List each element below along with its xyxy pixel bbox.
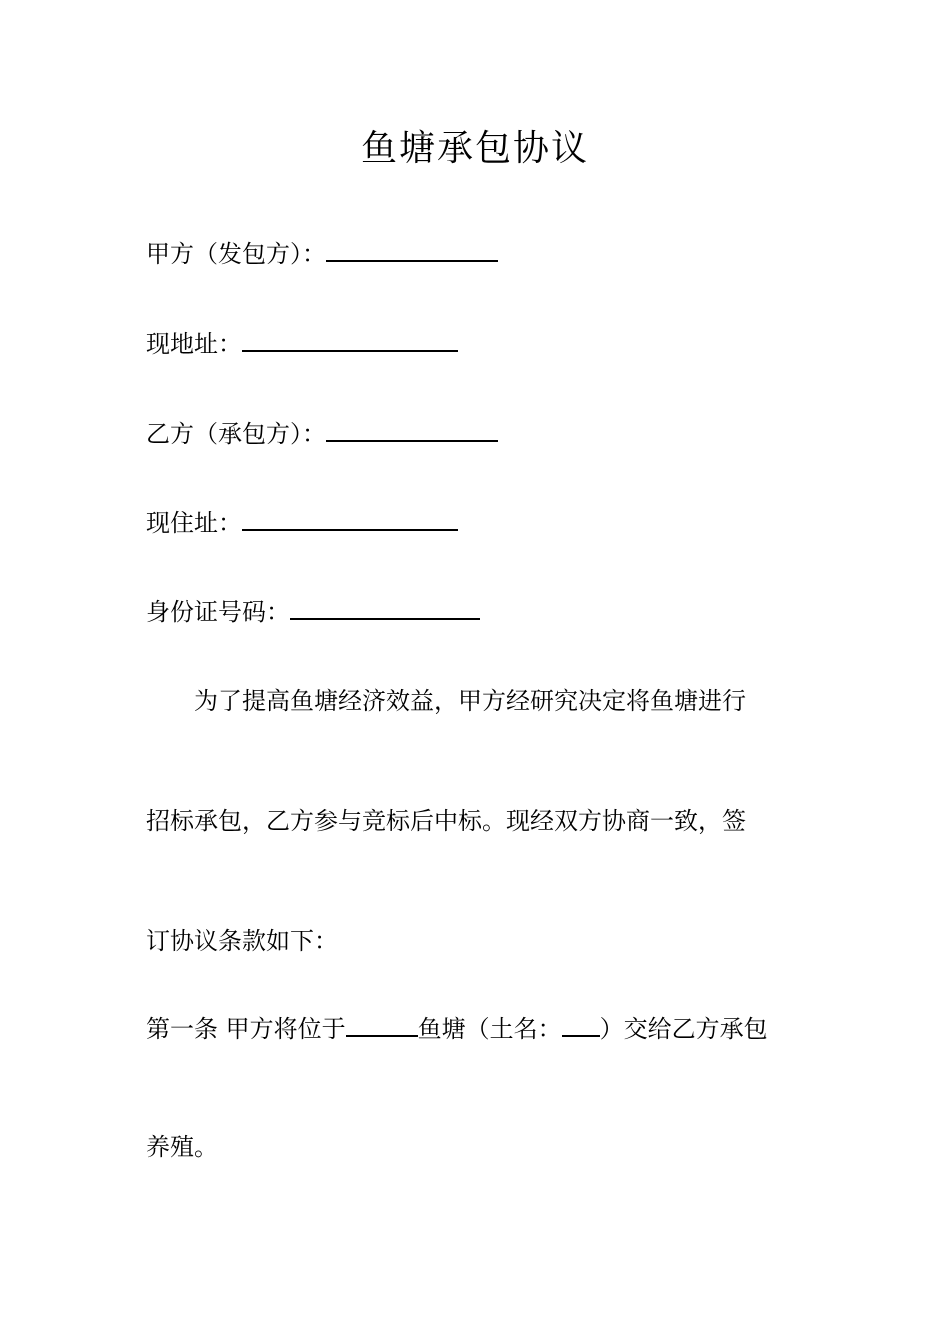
party-a-blank[interactable] [326, 238, 498, 262]
intro-line-3 [146, 925, 338, 957]
article-1-text-3: ）交给乙方承包 [599, 1015, 768, 1043]
party-a-row [146, 238, 498, 270]
party-b-label: 乙方（承包方）： [146, 420, 326, 448]
party-b-address-blank[interactable] [242, 507, 458, 531]
id-number-blank[interactable] [290, 596, 480, 620]
intro-text-3: 订协议条款如下： [146, 927, 338, 955]
article-1-text-1: 第一条 甲方将位于 [146, 1015, 346, 1043]
party-a-address-blank[interactable] [242, 328, 458, 352]
article-1-location-blank[interactable] [346, 1013, 418, 1037]
intro-line-2 [146, 805, 746, 837]
document-title: 鱼塘承包协议 [360, 128, 589, 169]
intro-text-2: 招标承包，乙方参与竞标后中标。现经双方协商一致，签 [146, 807, 746, 835]
intro-line-1 [194, 685, 746, 717]
party-b-address-row [146, 507, 458, 539]
id-number-label: 身份证号码： [146, 598, 290, 626]
article-1-text-4: 养殖。 [146, 1133, 218, 1161]
party-a-label: 甲方（发包方）： [146, 240, 326, 268]
id-number-row [146, 596, 480, 628]
article-1-line-2 [146, 1131, 218, 1163]
article-1-text-2: 鱼塘（土名： [417, 1015, 562, 1043]
intro-text-1: 为了提高鱼塘经济效益，甲方经研究决定将鱼塘进行 [194, 687, 746, 715]
party-b-address-label: 现住址： [146, 509, 242, 537]
party-a-address-row [146, 328, 458, 360]
party-b-blank[interactable] [326, 418, 498, 442]
article-1-local-name-blank[interactable] [562, 1013, 600, 1037]
party-b-row [146, 418, 498, 450]
article-1-row [146, 1013, 768, 1045]
party-a-address-label: 现地址： [146, 330, 242, 358]
